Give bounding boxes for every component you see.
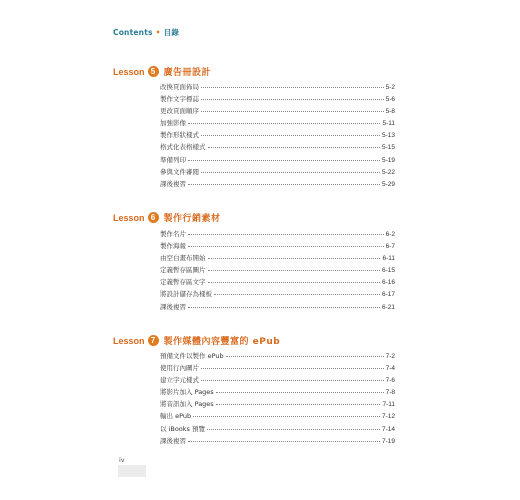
toc-entry-page: 6-2: [385, 231, 395, 238]
toc-entry-label: 課後複習: [160, 436, 186, 445]
dot-leader: [193, 416, 380, 417]
toc-entry[interactable]: [160, 106, 395, 118]
toc-entry[interactable]: [160, 302, 395, 314]
toc-entry-label: 定義暫存區圖片: [160, 266, 206, 275]
dot-leader: [226, 356, 384, 357]
toc-entry-label: 加強影像: [160, 119, 186, 128]
toc-entry-label: 建立字元樣式: [160, 376, 199, 385]
toc-entry-page: 7-19: [381, 437, 395, 445]
toc-entry[interactable]: [160, 94, 395, 106]
dot-leader: [188, 184, 380, 185]
toc-entry[interactable]: [160, 351, 395, 363]
dot-leader: [216, 404, 381, 405]
dot-leader: [188, 234, 384, 235]
toc-entry[interactable]: [160, 241, 395, 253]
toc-entry-page: 5-22: [381, 168, 395, 176]
lesson-7-toc: [160, 351, 395, 448]
toc-entry[interactable]: [160, 229, 395, 241]
toc-entry-page: 5-19: [381, 156, 395, 164]
toc-entry[interactable]: [160, 82, 395, 94]
toc-entry-label: 由空白畫布開始: [160, 254, 206, 263]
toc-entry-page: 5-11: [382, 120, 395, 128]
toc-entry-page: 5-15: [381, 144, 395, 152]
dot-leader: [208, 147, 380, 148]
dot-leader: [201, 380, 384, 381]
lesson-6-heading: [113, 211, 221, 224]
toc-entry-page: 6-11: [382, 255, 395, 263]
toc-entry[interactable]: [160, 411, 395, 423]
lesson-title: 製作行銷素材: [163, 214, 221, 224]
toc-entry-label: 製作海報: [160, 242, 186, 251]
toc-entry-label: 準備列印: [160, 155, 186, 164]
page-header: [113, 27, 179, 38]
dot-leader: [201, 87, 384, 88]
toc-entry-page: 6-16: [381, 279, 395, 287]
toc-entry-page: 7-6: [385, 377, 395, 385]
toc-entry-page: 7-12: [381, 413, 395, 421]
toc-entry-page: 7-11: [382, 401, 395, 409]
toc-entry[interactable]: [160, 363, 395, 375]
toc-entry-label: 預備文件以製作 ePub: [160, 352, 224, 360]
toc-entry-page: 7-4: [385, 365, 395, 373]
toc-entry-label: 使用行內圖片: [160, 364, 199, 373]
lesson-word: Lesson: [113, 335, 145, 346]
toc-entry-label: 改換頁面佈局: [160, 83, 199, 91]
toc-entry-label: 製作形狀樣式: [160, 131, 199, 140]
dot-leader: [208, 282, 380, 283]
toc-entry[interactable]: [160, 118, 395, 130]
toc-entry-page: 5-8: [385, 108, 395, 116]
contents-label: Contents: [113, 28, 153, 37]
toc-entry-label: 將設計儲存為樣板: [160, 290, 212, 299]
lesson-number-badge: 5: [148, 66, 159, 77]
dot-leader: [188, 441, 380, 442]
toc-entry[interactable]: [160, 167, 395, 179]
toc-entry-page: 6-17: [381, 291, 395, 299]
toc-entry[interactable]: [160, 142, 395, 154]
toc-entry-page: 6-15: [381, 267, 395, 275]
dot-leader: [201, 99, 384, 100]
mulu-label: 目錄: [163, 28, 180, 37]
lesson-title: 廣告冊設計: [163, 68, 212, 78]
dot-leader: [208, 258, 381, 259]
toc-entry[interactable]: [160, 130, 395, 142]
lesson-word: Lesson: [113, 212, 145, 223]
toc-entry[interactable]: [160, 424, 395, 436]
lesson-word: Lesson: [113, 66, 145, 77]
toc-entry-label: 以 iBooks 預覽: [160, 424, 206, 433]
dot-leader: [188, 160, 380, 161]
dot-leader: [214, 294, 380, 295]
toc-entry-page: 7-8: [385, 389, 395, 397]
lesson-5-heading: [113, 65, 211, 78]
toc-entry-page: 7-14: [381, 425, 395, 433]
toc-entry-label: 課後複習: [160, 302, 186, 311]
toc-entry[interactable]: [160, 155, 395, 167]
dot-leader: [201, 368, 384, 369]
toc-entry-page: 7-2: [385, 353, 395, 360]
toc-entry-label: 輸出 ePub: [160, 412, 192, 421]
toc-entry[interactable]: [160, 253, 395, 265]
page-number: iv: [119, 456, 125, 464]
lesson-number-badge: 6: [148, 212, 159, 223]
toc-entry-label: 課後複習: [160, 179, 186, 188]
dot-leader: [201, 172, 380, 173]
lesson-title: 製作媒體內容豐富的 ePub: [163, 337, 281, 347]
toc-entry[interactable]: [160, 436, 395, 448]
toc-entry[interactable]: [160, 387, 395, 399]
toc-entry[interactable]: [160, 277, 395, 289]
toc-entry-label: 參與文件審閱: [160, 167, 199, 176]
dot-leader: [188, 246, 384, 247]
dot-leader: [201, 135, 380, 136]
toc-entry-page: 5-13: [381, 132, 395, 140]
toc-entry[interactable]: [160, 289, 395, 301]
lesson-number-badge: 7: [148, 335, 159, 346]
toc-entry-label: 更改頁面順序: [160, 107, 199, 116]
toc-entry[interactable]: [160, 265, 395, 277]
toc-entry-label: 製作文字標誌: [160, 95, 199, 104]
toc-entry[interactable]: [160, 179, 395, 191]
toc-entry-label: 將音訊加入 Pages: [160, 400, 214, 409]
page-tab-decoration: [118, 465, 146, 477]
toc-entry[interactable]: [160, 399, 395, 411]
dot-leader: [188, 123, 380, 124]
lesson-7-heading: [113, 334, 280, 347]
lesson-6-toc: [160, 229, 395, 314]
toc-entry-label: 格式化表格樣式: [160, 143, 206, 152]
toc-entry[interactable]: [160, 375, 395, 387]
toc-entry-label: 製作名片: [160, 230, 186, 238]
dot-leader: [201, 111, 384, 112]
dot-leader: [208, 270, 380, 271]
toc-entry-label: 定義暫存區文字: [160, 278, 206, 287]
header-separator: •: [155, 28, 161, 37]
toc-entry-page: 6-7: [385, 243, 395, 251]
toc-entry-page: 5-2: [385, 84, 395, 91]
toc-entry-page: 6-21: [381, 303, 395, 311]
toc-entry-label: 將影片加入 Pages: [160, 388, 214, 397]
toc-entry-page: 5-6: [385, 96, 395, 104]
dot-leader: [216, 392, 384, 393]
dot-leader: [188, 307, 380, 308]
lesson-5-toc: [160, 82, 395, 191]
dot-leader: [207, 429, 380, 430]
toc-entry-page: 5-29: [381, 180, 395, 188]
